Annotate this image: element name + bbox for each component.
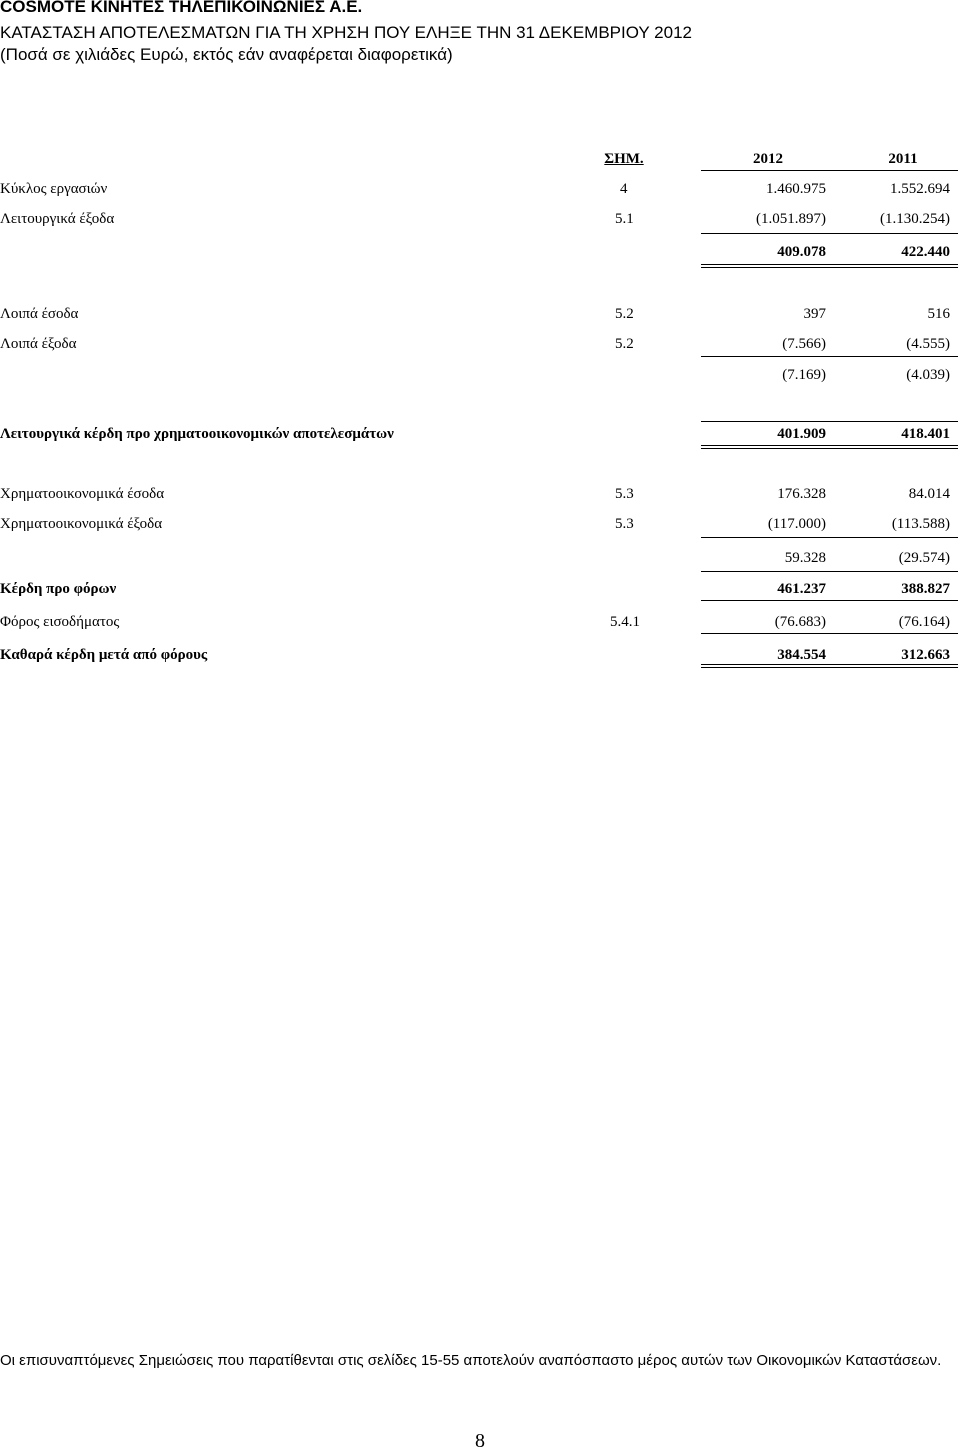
row-value-2012: (7.566) (782, 336, 826, 352)
row-label: Φόρος εισοδήματος (0, 614, 120, 630)
row-note: 5.3 (615, 516, 634, 532)
row-value-2011: 312.663 (901, 647, 950, 663)
subtotal-rule (701, 233, 958, 234)
row-label: Χρηματοοικονομικά έσοδα (0, 486, 165, 502)
subtotal-rule (701, 537, 958, 538)
row-note: 5.1 (615, 211, 634, 227)
row-value-2012: 461.237 (777, 581, 826, 597)
units-note: (Ποσά σε χιλιάδες Ευρώ, εκτός εάν αναφέρεται διαφορετικά) (0, 45, 453, 64)
column-header-2011: 2011 (888, 151, 918, 167)
double-rule (701, 264, 958, 268)
subtotal-rule (701, 600, 958, 601)
row-label: Λειτουργικά έξοδα (0, 211, 115, 227)
double-rule (701, 445, 958, 449)
row-value-2012: (1.051.897) (756, 211, 826, 227)
row-value-2011: 418.401 (901, 426, 950, 442)
row-note: 5.3 (615, 486, 634, 502)
row-value-2012: 1.460.975 (766, 181, 826, 197)
row-value-2011: (4.039) (906, 367, 950, 383)
row-value-2012: 401.909 (777, 426, 826, 442)
row-value-2012: 397 (803, 306, 826, 322)
column-header-2012: 2012 (753, 151, 783, 167)
row-label: Λοιπά έξοδα (0, 336, 77, 352)
row-value-2011: 1.552.694 (890, 181, 950, 197)
row-note: 4 (620, 181, 628, 197)
statement-title: ΚΑΤΑΣΤΑΣΗ ΑΠΟΤΕΛΕΣΜΑΤΩΝ ΓΙΑ ΤΗ ΧΡΗΣΗ ΠΟΥ ΕΛΗΞΕ ΤΗΝ 31 ΔΕΚΕΜΒΡΙΟΥ 2012 (0, 23, 692, 42)
footnote: Οι επισυναπτόμενες Σημειώσεις που παρατίθενται στις σελίδες 15-55 αποτελούν αναπόσπαστο μέρος αυτών των Οικονομικών Καταστάσεων. (0, 1352, 942, 1369)
row-value-2011: 516 (927, 306, 950, 322)
row-label: Κέρδη προ φόρων (0, 581, 117, 597)
subtotal-rule (701, 633, 958, 634)
row-note: 5.2 (615, 306, 634, 322)
double-rule (701, 664, 958, 668)
row-value-2012: (7.169) (782, 367, 826, 383)
row-label: Λοιπά έσοδα (0, 306, 79, 322)
row-label: Κύκλος εργασιών (0, 181, 108, 197)
row-label: Λειτουργικά κέρδη προ χρηματοοικονομικών αποτελεσμάτων (0, 426, 394, 442)
subtotal-rule (701, 356, 958, 357)
row-note: 5.2 (615, 336, 634, 352)
row-value-2012: 176.328 (777, 486, 826, 502)
page-number: 8 (475, 1430, 485, 1452)
row-value-2012: 59.328 (784, 550, 826, 566)
header-underline (701, 170, 958, 171)
subtotal-rule (701, 421, 958, 422)
row-value-2011: (76.164) (898, 614, 950, 630)
company-name: COSMOTE ΚΙΝΗΤΕΣ ΤΗΛΕΠΙΚΟΙΝΩΝΙΕΣ Α.Ε. (0, 0, 363, 16)
row-value-2011: 388.827 (901, 581, 950, 597)
row-value-2011: 84.014 (908, 486, 950, 502)
row-value-2011: 422.440 (901, 244, 950, 260)
row-value-2011: (113.588) (891, 516, 950, 532)
row-value-2012: (117.000) (767, 516, 826, 532)
row-value-2011: (1.130.254) (880, 211, 950, 227)
row-value-2011: (4.555) (906, 336, 950, 352)
row-value-2012: 409.078 (777, 244, 826, 260)
subtotal-rule (701, 571, 958, 572)
row-label: Χρηματοοικονομικά έξοδα (0, 516, 163, 532)
column-header-note: ΣΗΜ. (604, 151, 644, 167)
row-note: 5.4.1 (610, 614, 640, 630)
row-value-2012: 384.554 (777, 647, 826, 663)
row-value-2012: (76.683) (774, 614, 826, 630)
row-value-2011: (29.574) (898, 550, 950, 566)
row-label: Καθαρά κέρδη μετά από φόρους (0, 647, 208, 663)
